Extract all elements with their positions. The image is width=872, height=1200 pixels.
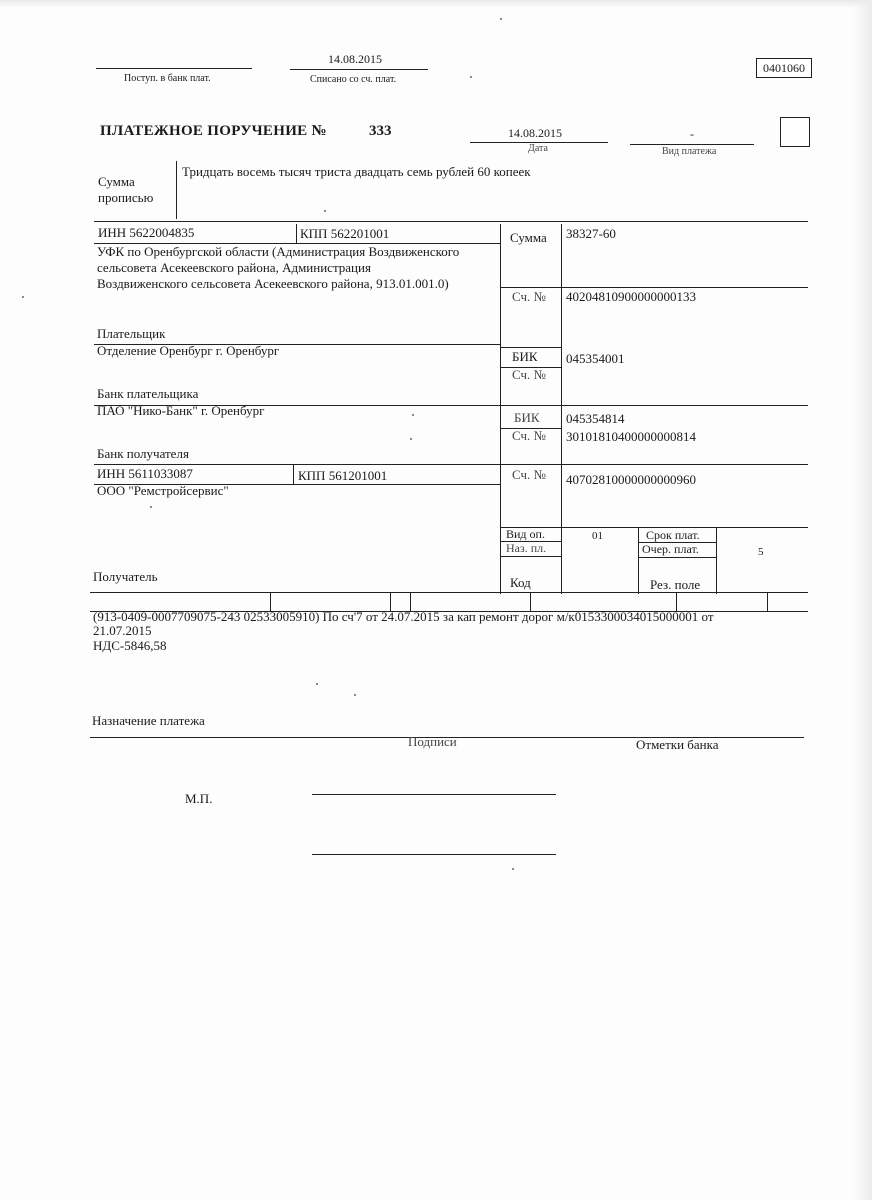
scan-speck [470, 76, 472, 78]
payer-account: 40204810900000000133 [566, 289, 696, 304]
received-date-line [96, 68, 252, 69]
amount-row-line [500, 287, 808, 288]
label-op-type: Вид оп. [506, 527, 545, 541]
payer-name-line-2: сельсовета Асекеевского района, Администрация [97, 260, 371, 275]
purpose-line-1: (913-0409-0007709075-243 02533005910) По сч'7 от 24.07.2015 за кап ремонт дорог м/к0153300034015000001 от [93, 609, 714, 624]
amount-words-divider [176, 161, 177, 219]
payee-inn: ИНН 5611033087 [97, 466, 193, 481]
document-title: ПЛАТЕЖНОЕ ПОРУЧЕНИЕ № [100, 123, 327, 139]
scan-speck [324, 210, 326, 212]
payment-type-line [630, 144, 754, 145]
purpose-line-3: НДС-5846,58 [93, 638, 167, 653]
amount-value: 38327-60 [566, 226, 616, 241]
label-purpose-pl: Наз. пл. [506, 541, 547, 555]
scan-speck [412, 414, 414, 416]
label-signatures: Подписи [408, 734, 457, 749]
label-payer-account: Сч. № [512, 289, 546, 304]
status-box [780, 117, 810, 147]
scan-speck [354, 694, 356, 696]
payee-bank-name: ПАО "Нико-Банк" г. Оренбург [97, 403, 265, 418]
payer-inn: ИНН 5622004835 [98, 225, 195, 240]
scan-speck [150, 506, 152, 508]
label-reserved: Рез. поле [650, 577, 701, 592]
label-bank-marks: Отметки банка [636, 737, 719, 752]
payee-kpp: КПП 561201001 [298, 468, 388, 483]
label-payee-bank-corr: Сч. № [512, 428, 546, 443]
label-payee: Получатель [93, 569, 158, 584]
label-payment-type: Вид платежа [662, 146, 717, 157]
label-priority: Очер. плат. [642, 542, 699, 556]
signature-line-2 [312, 854, 556, 855]
payer-bank-bik: 045354001 [566, 351, 625, 366]
codes-right-divider [716, 527, 717, 594]
document-date: 14.08.2015 [508, 126, 562, 140]
line-below-amount-words [94, 221, 808, 222]
purpose-line-2: 21.07.2015 [93, 623, 152, 638]
purpose-pl-line [500, 556, 561, 557]
label-date: Дата [528, 143, 548, 154]
payee-account: 40702810000000000960 [566, 472, 696, 487]
date-written-off: 14.08.2015 [328, 52, 382, 66]
payee-bank-bik: 045354814 [566, 411, 625, 426]
form-code: 0401060 [756, 58, 812, 78]
payer-bank-bik-top-line [500, 347, 561, 348]
label-payee-account: Сч. № [512, 467, 546, 482]
label-purpose: Назначение платежа [92, 713, 205, 728]
payee-bank-section-line [94, 464, 808, 465]
scan-speck [22, 296, 24, 298]
col-divider-value [561, 224, 562, 594]
priority-value: 5 [758, 546, 764, 558]
label-stamp: М.П. [185, 791, 213, 806]
payer-name-line-1: УФК по Оренбургской области (Администрация Воздвиженского [97, 244, 460, 259]
tax-field-div-6 [767, 592, 768, 611]
payer-bank-name: Отделение Оренбург г. Оренбург [97, 343, 280, 358]
amount-in-words: Тридцать восемь тысяч триста двадцать семь рублей 60 копеек [182, 164, 531, 179]
label-code: Код [510, 575, 531, 590]
op-type-value: 01 [592, 530, 603, 542]
payee-name: ООО "Ремстройсервис" [97, 483, 229, 498]
payment-type-value: - [690, 127, 694, 141]
label-payee-bank-bik: БИК [514, 410, 540, 425]
payer-inn-kpp-divider [296, 224, 297, 243]
scan-shadow-right [852, 0, 872, 1200]
scan-speck [410, 438, 412, 440]
document-number: 333 [369, 123, 392, 139]
col-divider-label [500, 224, 501, 594]
priority-line [638, 557, 716, 558]
label-written-off: Списано со сч. плат. [310, 74, 397, 85]
label-due-date: Срок плат. [646, 528, 700, 542]
payee-bank-corr-account: 30101810400000000814 [566, 429, 696, 444]
label-amount-words-1: Сумма [98, 174, 135, 189]
label-amount: Сумма [510, 230, 547, 245]
scan-speck [500, 18, 502, 20]
label-payer-bank: Банк плательщика [97, 386, 199, 401]
label-received: Поступ. в банк плат. [124, 73, 211, 84]
label-payer-bank-corr: Сч. № [512, 367, 546, 382]
label-payer-bank-bik: БИК [512, 349, 538, 364]
payer-kpp: КПП 562201001 [300, 226, 390, 241]
codes-mid-divider [638, 527, 639, 594]
scan-speck [512, 868, 514, 870]
label-payer: Плательщик [97, 326, 166, 341]
payee-inn-kpp-divider [293, 464, 294, 484]
signature-line-1 [312, 794, 556, 795]
written-off-date-line [290, 69, 428, 70]
scan-speck [316, 683, 318, 685]
payer-name-line-3: Воздвиженского сельсовета Асекеевского района, 913.01.001.0) [97, 276, 449, 291]
label-payee-bank: Банк получателя [97, 446, 189, 461]
scan-shadow-top [0, 0, 872, 8]
tax-fields-top-line [90, 592, 808, 593]
label-amount-words-2: прописью [98, 190, 154, 205]
